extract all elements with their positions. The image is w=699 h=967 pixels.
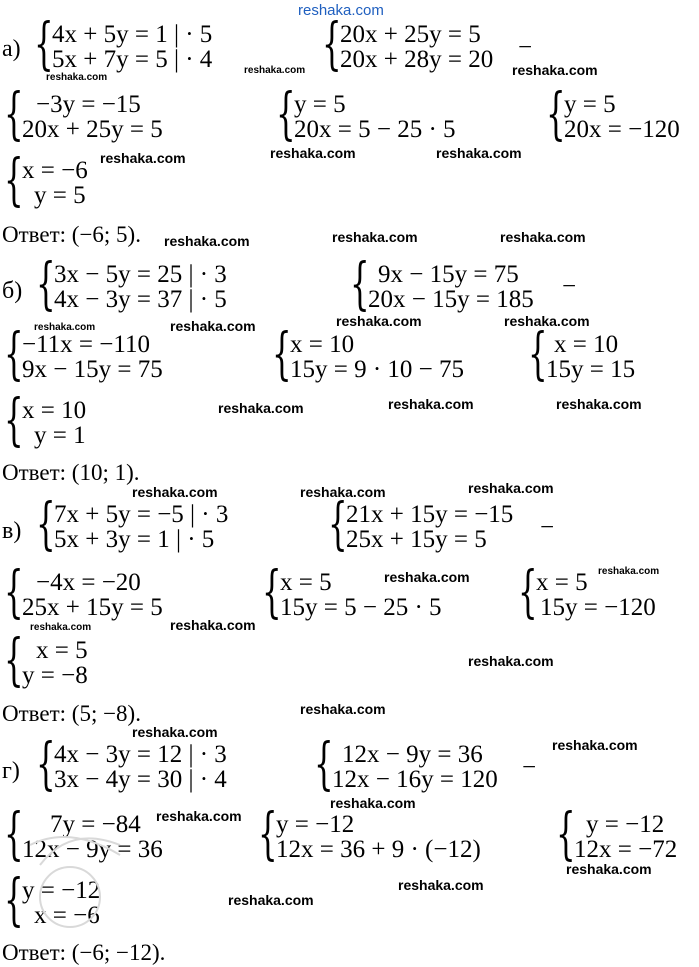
watermark: reshaka.com (132, 484, 218, 500)
equation: x = 10 (22, 397, 87, 424)
brace-icon: { (556, 802, 576, 867)
watermark: reshaka.com (384, 569, 470, 585)
brace-icon: { (546, 82, 566, 147)
watermark: reshaka.com (468, 480, 554, 496)
part-g-answer: Ответ: (−6; −12). (2, 940, 166, 965)
brace-icon: { (36, 492, 56, 557)
equation: x = −6 (34, 902, 100, 929)
equation: 20x − 15y = 185 (368, 286, 534, 313)
stamp-watermark-icon (10, 805, 160, 935)
watermark: reshaka.com (556, 396, 642, 412)
brace-icon: { (4, 868, 24, 933)
watermark: reshaka.com (170, 318, 256, 334)
part-g-label: г) (2, 758, 20, 784)
brace-icon: { (36, 252, 56, 317)
equation: y = 5 (34, 182, 86, 209)
brace-icon: { (4, 802, 24, 867)
brace-icon: { (4, 628, 24, 693)
minus-sign: − (522, 754, 537, 781)
equation: y = −8 (22, 662, 88, 689)
equation: 12x − 9y = 36 (22, 836, 163, 863)
watermark: reshaka.com (218, 400, 304, 416)
equation: 7x + 5y = −5 | · 3 (54, 501, 229, 528)
watermark: reshaka.com (336, 313, 422, 329)
equation: 20x + 25y = 5 (22, 116, 163, 143)
part-v-answer: Ответ: (5; −8). (2, 701, 141, 726)
watermark: reshaka.com (170, 617, 256, 633)
minus-sign: − (518, 34, 533, 61)
equation: 20x = −120 (564, 116, 680, 143)
equation: 21x + 15y = −15 (346, 501, 514, 528)
equation: 3x − 5y = 25 | · 3 (54, 261, 227, 288)
watermark: reshaka.com (500, 229, 586, 245)
watermark: reshaka.com (156, 808, 242, 824)
brace-icon: { (328, 492, 348, 557)
equation: 12x − 9y = 36 (342, 741, 483, 768)
equation: 15y = 15 (546, 356, 636, 383)
equation: y = −12 (586, 811, 665, 838)
equation: 25x + 15y = 5 (22, 594, 163, 621)
brace-icon: { (4, 560, 24, 625)
part-v-label: в) (2, 518, 22, 544)
watermark: reshaka.com (300, 701, 386, 717)
equation: 5x + 7y = 5 | · 4 (52, 46, 213, 73)
watermark: reshaka.com (566, 861, 652, 877)
watermark: reshaka.com (332, 229, 418, 245)
watermark: reshaka.com (270, 145, 356, 161)
equation: 7y = −84 (50, 811, 141, 838)
equation: y = 5 (294, 91, 346, 118)
equation: −4x = −20 (36, 569, 141, 596)
equation: 20x = 5 − 25 · 5 (294, 116, 456, 143)
watermark: reshaka.com (34, 322, 96, 333)
equation: 5x + 3y = 1 | · 5 (54, 526, 215, 553)
watermark: reshaka.com (388, 396, 474, 412)
watermark: reshaka.com (164, 233, 250, 249)
equation: 12x = 36 + 9 · (−12) (276, 836, 481, 863)
brace-icon: { (314, 732, 334, 797)
part-b-label: б) (2, 278, 23, 304)
equation: 12x − 16y = 120 (332, 766, 498, 793)
equation: 15y = 9 · 10 − 75 (290, 356, 465, 383)
equation: 25x + 15y = 5 (346, 526, 487, 553)
equation: 20x + 28y = 20 (340, 46, 494, 73)
minus-sign: − (540, 514, 555, 541)
equation: y = −12 (276, 811, 355, 838)
equation: 20x + 25y = 5 (340, 21, 481, 48)
watermark: reshaka.com (100, 150, 186, 166)
watermark: reshaka.com (46, 72, 108, 83)
equation: x = 10 (290, 331, 355, 358)
brace-icon: { (4, 82, 24, 147)
equation: 4x − 3y = 37 | · 5 (54, 286, 227, 313)
equation: x = 5 (280, 569, 332, 596)
minus-sign: − (562, 273, 577, 300)
watermark: reshaka.com (398, 877, 484, 893)
equation: 3x − 4y = 30 | · 4 (54, 766, 227, 793)
brace-icon: { (272, 322, 292, 387)
equation: y = −12 (22, 877, 101, 904)
watermark: reshaka.com (504, 313, 590, 329)
watermark: reshaka.com (132, 724, 218, 740)
brace-icon: { (4, 388, 24, 453)
watermark: reshaka.com (552, 737, 638, 753)
equation: −11x = −110 (22, 331, 150, 358)
equation: y = 5 (564, 91, 616, 118)
part-b-answer: Ответ: (10; 1). (2, 460, 140, 485)
watermark: reshaka.com (300, 484, 386, 500)
brace-icon: { (36, 732, 56, 797)
brace-icon: { (276, 82, 296, 147)
brace-icon: { (528, 322, 548, 387)
brace-icon: { (262, 560, 282, 625)
brace-icon: { (34, 12, 54, 77)
brace-icon: { (4, 322, 24, 387)
part-a-label: а) (2, 36, 21, 62)
brace-icon: { (350, 252, 370, 317)
watermark: reshaka.com (598, 566, 660, 577)
equation: 15y = 5 − 25 · 5 (280, 594, 442, 621)
brace-icon: { (4, 148, 24, 213)
equation: x = 10 (554, 331, 619, 358)
brace-icon: { (322, 12, 342, 77)
equation: 4x + 5y = 1 | · 5 (52, 21, 213, 48)
watermark-top[interactable]: reshaka.com (298, 2, 384, 19)
equation: x = −6 (22, 157, 88, 184)
brace-icon: { (518, 560, 538, 625)
equation: 15y = −120 (540, 594, 656, 621)
part-a-answer: Ответ: (−6; 5). (2, 222, 141, 247)
equation: y = 1 (34, 422, 86, 449)
equation: 9x − 15y = 75 (22, 356, 163, 383)
watermark: reshaka.com (330, 795, 416, 811)
equation: −3y = −15 (36, 91, 141, 118)
watermark: reshaka.com (436, 145, 522, 161)
equation: x = 5 (536, 569, 588, 596)
watermark: reshaka.com (512, 62, 598, 78)
equation: x = 5 (36, 637, 88, 664)
watermark: reshaka.com (30, 622, 92, 633)
equation: 12x = −72 (574, 836, 678, 863)
watermark: reshaka.com (468, 653, 554, 669)
equation: 9x − 15y = 75 (378, 261, 519, 288)
brace-icon: { (258, 802, 278, 867)
equation: 4x − 3y = 12 | · 3 (54, 741, 227, 768)
watermark: reshaka.com (244, 65, 306, 76)
watermark: reshaka.com (228, 892, 314, 908)
